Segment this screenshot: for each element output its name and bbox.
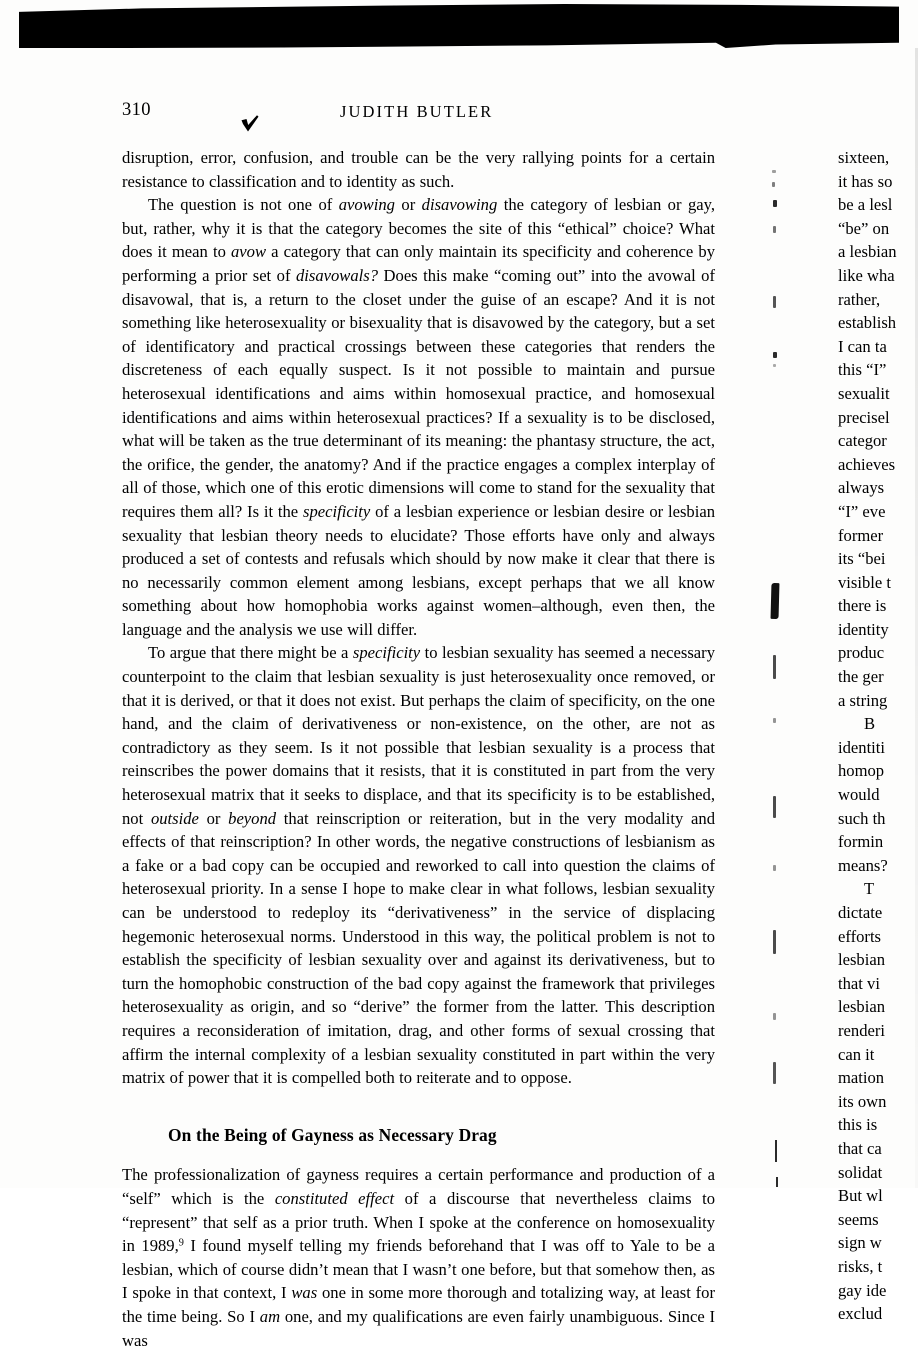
gutter-speckle [772, 170, 776, 173]
section-heading: On the Being of Gayness as Necessary Drag [168, 1124, 497, 1145]
next-page-bleed-column [838, 146, 924, 1324]
gutter-speckle [773, 1013, 776, 1020]
next-page-line: a string [838, 690, 888, 710]
next-page-line: formin [838, 832, 884, 852]
next-page-line: establish [838, 313, 897, 333]
gutter-speckle [776, 1177, 778, 1187]
gutter-speckle [773, 930, 776, 954]
gutter-speckle [773, 352, 777, 358]
next-page-line: lesbian [838, 997, 886, 1017]
next-page-line: homop [838, 761, 885, 781]
next-page-line: this “I” [838, 360, 887, 380]
next-page-line: “I” eve [838, 501, 886, 521]
next-page-line: precisel [838, 407, 890, 427]
next-page-line: that vi [838, 973, 880, 993]
next-page-line: mation [838, 1068, 885, 1088]
gutter-speckle [772, 182, 775, 187]
next-page-line: sixteen, [838, 148, 890, 167]
gutter-speckle [773, 718, 776, 723]
gutter-speckle [773, 865, 776, 871]
check-mark-annotation-icon [238, 112, 262, 136]
running-head: JUDITH BUTLER [340, 102, 494, 121]
next-page-line: always [838, 478, 885, 498]
next-page-line: such th [838, 808, 886, 828]
next-page-line: “be” on [838, 218, 890, 238]
paragraph: disruption, error, confusion, and trouble can be the very rallying points for a certain resistance to classification and to identity as such. [122, 148, 715, 191]
next-page-line: can it [838, 1044, 875, 1064]
paragraph: The question is not one of avowing or disavowing the category of lesbian or gay, but, rather, why it is that the category becomes the site of this “ethical” choice? What does it mean to avow a category that can only maintain its specificity and coherence by performing a prior set of disavowals? Does this make “coming out” into the avowal of disavowal, that is, a return to the closet under the guise of an escape? And it is not something like heterosexuality or bisexuality that is disavowed by the category, but a set of identificatory and practical crossings between these categories that renders the discreteness of each equally suspect. Is it not possible to maintain and pursue heterosexual identifications and aims within homosexual practice, and homosexual identifications and aims within heterosexual practices? If a sexuality is to be disclosed, what will be taken as the true determinant of its meaning: the phantasy structure, the act, the orifice, the gender, the anatomy? And if the practice engages a complex interplay of all of those, which one of this erotic dimensions will come to stand for the sexuality that requires them all? Is it the specificity of a lesbian experience or lesbian desire or lesbian sexuality that lesbian theory needs to elucidate? Those efforts have only and always produced a set of contests and refusals which should by now make it clear that there is no necessarily common element among lesbians, except perhaps that we all know something about how homophobia works against women–although, even then, the language and the analysis we use will differ. [122, 195, 716, 639]
paragraph: The professionalization of gayness requires a certain performance and production of a “self” which is the constituted effect of a discourse that nevertheless claims to “represent” that self as a prior truth. When I spoke at the conference on homosexuality in 1989,$^9$ I found myself telling my friends beforehand that I was off to Yale to be a lesbian, which of course didn’t mean that I wasn’t one before, but that somehow then, as I spoke in that context, I was one in some more thorough and totalizing way, at least for the time being. So I am one, and my qualifications are even fairly unambiguous. Since I was [122, 1165, 716, 1350]
next-page-line: I can ta [838, 336, 887, 356]
gutter-speckle [773, 296, 776, 308]
next-page-line: categor [838, 431, 887, 451]
next-page-line: would [838, 785, 880, 805]
next-page-line: efforts [838, 926, 882, 946]
next-page-line: this is [838, 1115, 878, 1135]
next-page-line: renderi [838, 1020, 885, 1040]
page-header [0, 100, 760, 130]
next-page-line: B [864, 714, 876, 734]
next-page-line: the ger [838, 667, 884, 687]
next-page-line: it has so [838, 171, 893, 191]
next-page-line: visible t [838, 572, 892, 592]
next-page-line: a lesbian [838, 242, 897, 262]
gutter-speckle [773, 200, 777, 207]
next-page-line: risks, t [838, 1256, 883, 1276]
next-page-line: its own [838, 1091, 887, 1111]
gutter-ink-blot [771, 583, 780, 619]
next-page-line: former [838, 525, 884, 545]
gutter-speckle [773, 364, 776, 367]
next-page-line: that ca [838, 1138, 882, 1158]
next-page-line: lesbian [838, 950, 886, 970]
gutter-speckle [773, 796, 776, 818]
next-page-line: its “bei [838, 549, 886, 569]
next-page-line: But wl [838, 1186, 883, 1206]
next-page-line: produc [838, 643, 885, 663]
next-page-line: identiti [838, 737, 886, 757]
page-number: 310 [122, 100, 151, 120]
next-page-line: be a lesl [838, 195, 893, 215]
next-page-line: gay ide [838, 1280, 887, 1300]
next-page-line: rather, [838, 289, 881, 309]
next-page-line: identity [838, 619, 889, 639]
gutter-speckle [773, 1062, 776, 1084]
next-page-line: seems [838, 1209, 879, 1229]
paragraph: To argue that there might be a specificity to lesbian sexuality has seemed a necessary counterpoint to the claim that lesbian sexuality is just heterosexuality once removed, or that it is derived, or that it does not exist. But perhaps the claim of specificity, on the one hand, and the claim of derivativeness or non-existence, on the other, are not as contradictory as they seem. Is it not possible that lesbian sexuality is a process that reinscribes the power domains that it resists, that it is constituted in part from the very heterosexual matrix that it seeks to displace, and that its specificity is to be established, not outside or beyond that reinscription or reiteration, but in the very modality and effects of that reinscription? In other words, the negative constructions of lesbianism as a fake or a bad copy can be occupied and reworked to call into question the claims of heterosexual priority. In a sense I hope to make clear in what follows, lesbian sexuality can be understood to redeploy its “derivativeness” in the service of displacing hegemonic heterosexual norms. Understood in this way, the political problem is not to establish the specificity of lesbian sexuality over and against its derivativeness, but to turn the homophobic construction of the bad copy against the framework that privileges heterosexuality as origin, and so “derive” the former from the latter. This description requires a reconsideration of imitation, drag, and other forms of sexual crossing that affirm the internal complexity of a lesbian sexuality constituted in part within the very matrix of power that it is compelled both to reiterate and to oppose. [122, 643, 715, 1088]
gutter-speckle [773, 226, 776, 233]
gutter-speckle [775, 1140, 777, 1162]
scan-top-black-band [19, 4, 899, 48]
next-page-line: there is [838, 596, 887, 616]
gutter-speckle [773, 655, 776, 679]
next-page-line: like wha [838, 265, 895, 285]
next-page-line: means? [838, 855, 888, 875]
next-page-line: sexualit [838, 383, 890, 403]
next-page-line: T [864, 879, 875, 899]
next-page-line: sign w [838, 1233, 882, 1253]
next-page-line: dictate [838, 903, 883, 922]
next-page-line: solidat [838, 1162, 883, 1182]
body-text-column [122, 146, 715, 1352]
next-page-line: achieves [838, 454, 896, 474]
next-page-line: exclud [838, 1304, 883, 1324]
